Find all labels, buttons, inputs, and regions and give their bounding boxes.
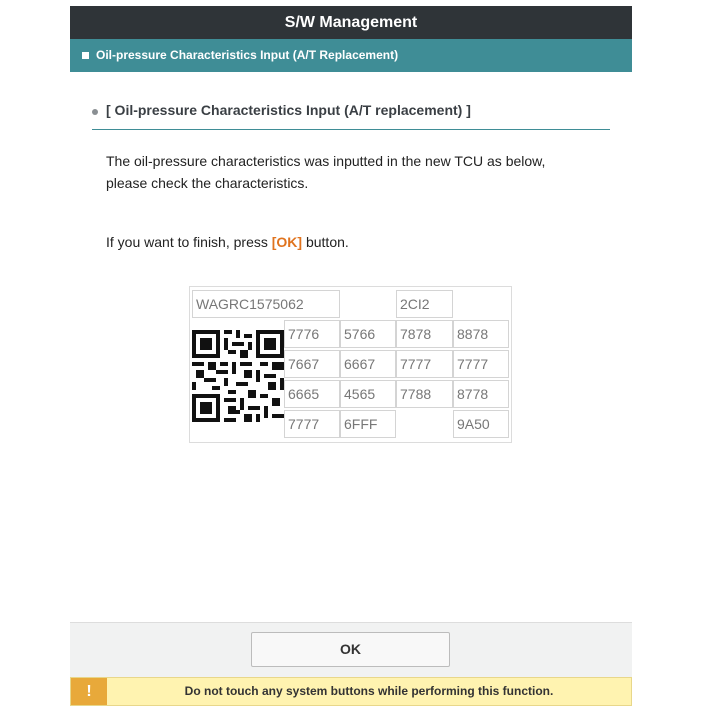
characteristic-cell: 5766 xyxy=(340,320,396,348)
characteristic-cell: 7777 xyxy=(453,350,509,378)
dot-bullet-icon xyxy=(92,109,98,115)
sw-management-window xyxy=(70,6,632,706)
description-line-1: The oil-pressure characteristics was inputted in the new TCU as below, xyxy=(106,153,546,169)
characteristic-cell: 6665 xyxy=(284,380,340,408)
section-header xyxy=(92,102,610,130)
code-cell: 2CI2 xyxy=(396,290,453,318)
description-text xyxy=(106,150,606,194)
characteristic-cell: 7777 xyxy=(284,410,340,438)
characteristic-cell: 7878 xyxy=(396,320,453,348)
characteristic-cell: 7788 xyxy=(396,380,453,408)
characteristic-cell: 9A50 xyxy=(453,410,509,438)
function-header xyxy=(70,39,632,72)
finish-prefix: If you want to finish, press xyxy=(106,234,272,250)
characteristic-cell: 7667 xyxy=(284,350,340,378)
characteristic-cell: 6667 xyxy=(340,350,396,378)
description-line-2: please check the characteristics. xyxy=(106,175,309,191)
characteristic-cell: 8778 xyxy=(453,380,509,408)
warning-icon: ! xyxy=(71,678,107,705)
characteristic-cell: 7777 xyxy=(396,350,453,378)
ok-button[interactable]: OK xyxy=(251,632,450,667)
function-title: Oil-pressure Characteristics Input (A/T Replacement) xyxy=(96,48,399,62)
characteristics-panel xyxy=(189,286,512,443)
characteristic-cell: 7776 xyxy=(284,320,340,348)
characteristic-cell: 8878 xyxy=(453,320,509,348)
warning-text: Do not touch any system buttons while performing this function. xyxy=(184,684,554,698)
qr-code-icon xyxy=(192,330,284,422)
finish-suffix: button. xyxy=(302,234,349,250)
warning-bar xyxy=(70,677,632,706)
square-bullet-icon xyxy=(82,52,89,59)
finish-ok-keyword: [OK] xyxy=(271,234,303,250)
finish-instruction xyxy=(106,234,349,250)
window-title: S/W Management xyxy=(70,6,632,39)
footer-bar xyxy=(70,622,632,677)
serial-number-cell: WAGRC1575062 xyxy=(192,290,340,318)
characteristic-cell: 6FFF xyxy=(340,410,396,438)
characteristic-cell: 4565 xyxy=(340,380,396,408)
section-title: [ Oil-pressure Characteristics Input (A/T replacement) ] xyxy=(106,102,471,118)
